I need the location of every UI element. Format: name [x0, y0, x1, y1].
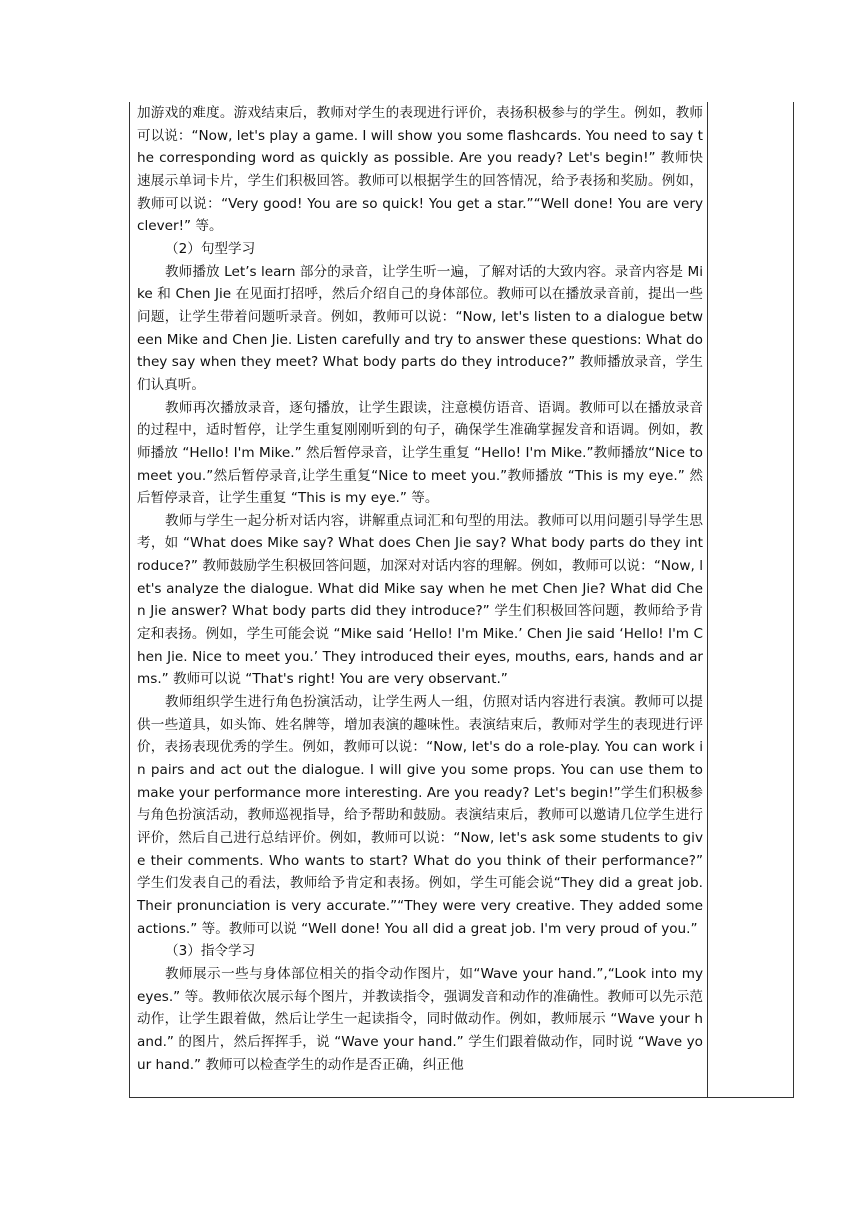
notes-cell [709, 102, 793, 1097]
lesson-plan-table [129, 102, 794, 1098]
paragraph-instruction-actions: 教师展示一些与身体部位相关的指令动作图片，如“Wave your hand.”,“Look into my eyes.” 等。教师依次展示每个图片，并教读指令，强调发音和动作的准确性。教师可以先示范动作，让学生跟着做，然后让学生一起读指令，同时做动作。例如，教师展示 “Wave your hand.” 的图片，然后挥挥手，说 “Wave your hand.” 学生们跟着做动作，同时说 “Wave your hand.” 教师可以检查学生的动作是否正确，纠正他 [137, 965, 703, 1073]
column-divider [707, 102, 708, 1097]
paragraph-role-play: 教师组织学生进行角色扮演活动，让学生两人一组，仿照对话内容进行表演。教师可以提供一些道具，如头饰、姓名牌等，增加表演的趣味性。表演结束后，教师对学生的表现进行评价，表扬表现优秀的学生。例如，教师可以说：“Now, let's do a role-play. You can work in pairs and act out the dialogue. I will give you some props. You can use them to make your performance more interesting. Are you ready? Let's begin!”学生们积极参与角色扮演活动，教师巡视指导，给予帮助和鼓励。表演结束后，教师可以邀请几位学生进行评价，然后自己进行总结评价。例如，教师可以说：“Now, let's ask some students to give their comments. Who wants to start? What do you think of their performance?” 学生们发表自己的看法，教师给予肯定和表扬。例如，学生可能会说“They did a great job. Their pronunciation is very accurate.”“They were very creative. They added some actions.” 等。教师可以说 “Well done! You all did a great job. I'm very proud of you.” [137, 694, 703, 937]
paragraph-repeat-recording: 教师再次播放录音，逐句播放，让学生跟读，注意模仿语音、语调。教师可以在播放录音的过程中，适时暂停，让学生重复刚刚听到的句子，确保学生准确掌握发音和语调。例如，教师播放 “Hello! I'm Mike.” 然后暂停录音，让学生重复 “Hello! I'm Mike.”教师播放“Nice to meet you.”然后暂停录音,让学生重复“Nice to meet you.”教师播放 “This is my eye.” 然后暂停录音，让学生重复 “This is my eye.” 等。 [137, 399, 703, 507]
paragraph-analyze-dialogue: 教师与学生一起分析对话内容，讲解重点词汇和句型的用法。教师可以用问题引导学生思考，如 “What does Mike say? What does Chen Jie say? What body parts do they introduce?” 教师鼓励学生积极回答问题，加深对对话内容的理解。例如，教师可以说：“Now, let's analyze the dialogue. What did Mike say when he met Chen Jie? What did Chen Jie answer? What body parts did they introduce?” 学生们积极回答问题，教师给予肯定和表扬。例如，学生可能会说 “Mike said ‘Hello! I'm Mike.’ Chen Jie said ‘Hello! I'm Chen Jie. Nice to meet you.’ They introduced their eyes, mouths, ears, hands and arms.” 教师可以说 “That's right! You are very observant.” [137, 512, 703, 688]
main-content-cell [137, 102, 703, 1076]
section-heading-sentence-learning: （2）句型学习 [165, 240, 256, 257]
paragraph-game-review: 加游戏的难度。游戏结束后，教师对学生的表现进行评价，表扬积极参与的学生。例如，教师可以说：“Now, let's play a game. I will show you some flashcards. You need to say the corresponding word as quickly as possible. Are you ready? Let's begin!” 教师快速展示单词卡片，学生们积极回答。教师可以根据学生的回答情况，给予表扬和奖励。例如，教师可以说：“Very good! You are so quick! You get a star.”“Well done! You are very clever!” 等。 [137, 105, 703, 235]
section-heading-instruction-learning: （3）指令学习 [165, 943, 256, 960]
paragraph-play-recording: 教师播放 Let’s learn 部分的录音，让学生听一遍，了解对话的大致内容。录音内容是 Mike 和 Chen Jie 在见面打招呼，然后介绍自己的身体部位。教师可以在播放录音前，提出一些问题，让学生带着问题听录音。例如，教师可以说：“Now, let's listen to a dialogue between Mike and Chen Jie. Listen carefully and try to answer these questions: What do they say when they meet? What body parts do they introduce?” 教师播放录音，学生们认真听。 [137, 263, 703, 393]
